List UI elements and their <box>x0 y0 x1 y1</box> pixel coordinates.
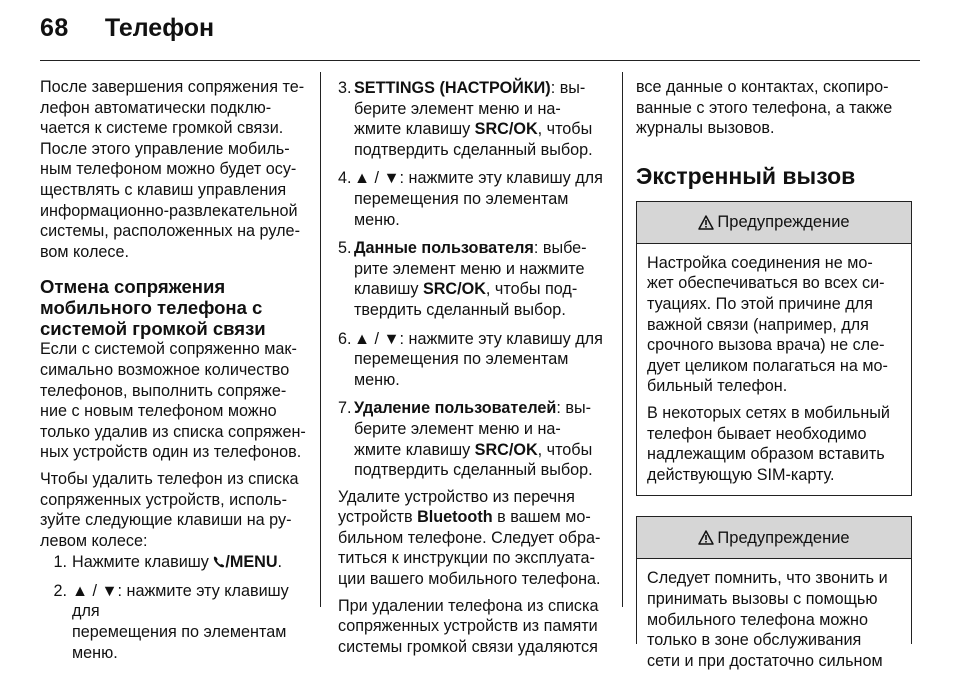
continued-paragraph: все данные о контактах, скопиро- ванные с этого телефона, а также журналы вызовов. <box>636 78 893 138</box>
warning-body <box>637 244 911 496</box>
key-label: SRC/OK <box>474 120 538 139</box>
section-heading-unpair: Отмена сопряжения мобильного телефона с системой громкой связи <box>40 276 266 340</box>
step-number: 2. <box>53 581 67 600</box>
page-title: Телефон <box>104 14 215 42</box>
warning-paragraph: В некоторых сетях в мобильный телефон бывает необходимо надлежащим образом вставить действующую SIM-карту. <box>647 403 890 484</box>
step-text-part: : выбе- рите элемент меню и нажмите клавишу <box>354 239 587 299</box>
list-item <box>338 398 608 480</box>
step-text-part: Нажмите клавишу <box>72 553 214 572</box>
step-text-part: , чтобы подтвердить сделанный выбор. <box>354 440 593 480</box>
unpair-paragraph-2: Чтобы удалить телефон из списка сопряженных устройств, исполь- зуйте следующие клавиши на ру- левом колесе: <box>40 469 299 550</box>
step-text-part: , чтобы подтвердить сделанный выбор. <box>354 120 593 159</box>
phone-hook-icon <box>213 555 225 568</box>
step-text <box>354 78 608 160</box>
step-text: ▲ / ▼: нажмите эту клавишу для перемещения по элементам меню. <box>354 329 603 389</box>
list-item <box>338 168 608 230</box>
key-label: SRC/OK <box>474 440 538 459</box>
steps-list-2 <box>338 78 608 481</box>
warning-box-2 <box>636 516 912 670</box>
warning-paragraph: Следует помнить, что звонить и принимать вызовы с помощью мобильного телефона можно только в зоне обслуживания сети и при достаточно сильном <box>647 569 888 670</box>
key-label: /MENU <box>225 553 278 572</box>
removal-note-paragraph: При удалении телефона из списка сопряженных устройств из памяти системы громкой связи удаляются <box>338 596 599 656</box>
step-number: 7. <box>338 399 352 418</box>
paragraph-part: Удалите устройство из перечня устройств <box>338 487 575 527</box>
key-label: SRC/OK <box>422 280 486 299</box>
warning-box-1 <box>636 201 912 497</box>
menu-item-label: SETTINGS (НАСТРОЙКИ) <box>354 79 551 97</box>
list-item <box>338 329 608 391</box>
step-text <box>354 398 608 480</box>
warning-triangle-icon <box>698 530 714 545</box>
warning-body <box>637 559 911 681</box>
warning-title: Предупреждение <box>717 212 850 231</box>
step-number: 3. <box>338 79 352 97</box>
step-number: 4. <box>338 169 352 188</box>
menu-item-label: Данные пользователя <box>354 239 534 258</box>
page-header <box>40 14 214 54</box>
menu-item-label: Удаление пользователей <box>354 399 557 418</box>
unpair-paragraph-1: Если с системой сопряженно мак- симально возможное количество телефонов, выполнить сопряже- ние с новым телефоном можно только удалив из списка сопряжен- ных устройств один из телефонов. <box>40 340 306 462</box>
steps-list-1 <box>50 552 308 663</box>
warning-title: Предупреждение <box>717 528 850 547</box>
column-3 <box>636 77 912 670</box>
remove-device-paragraph <box>338 487 608 590</box>
list-item <box>50 552 308 573</box>
column-2 <box>338 77 608 657</box>
list-item <box>338 238 608 320</box>
step-text-part: , чтобы под- твердить сделанный выбор. <box>354 280 578 319</box>
step-number: 1. <box>53 553 67 572</box>
step-text-part: : вы- берите элемент меню и на- жмите клавишу <box>354 79 586 139</box>
paragraph-part: в вашем мо- бильном телефоне. Следует обра- титься к инструкции по эксплуата- ции вашего мобильного телефона. <box>338 508 601 589</box>
step-text: ▲ / ▼: нажмите эту клавишу для перемещения по элементам меню. <box>72 581 289 662</box>
intro-paragraph: После завершения сопряжения те- лефон автоматически подклю- чается к системе громкой связи. После этого управление мобиль- ным телефоном можно будет осу- ществлять с клавиш управления информационно-развлекательной системы, расположенных на руле- вом колесе. <box>40 78 305 261</box>
bluetooth-label: Bluetooth <box>417 508 493 527</box>
step-number: 6. <box>338 329 352 348</box>
step-text-part: . <box>277 553 283 572</box>
warning-header <box>637 517 911 559</box>
page-number: 68 <box>40 14 69 42</box>
header-divider <box>40 60 920 61</box>
step-text-part: : вы- берите элемент меню и на- жмите клавишу <box>354 399 591 459</box>
warning-header <box>637 202 911 244</box>
list-item <box>338 78 608 160</box>
column-1 <box>40 77 308 663</box>
step-text <box>72 552 308 573</box>
column-divider-2 <box>622 72 623 607</box>
column-divider-1 <box>320 72 321 607</box>
list-item <box>50 581 308 663</box>
step-text <box>354 238 608 320</box>
section-heading-emergency: Экстренный вызов <box>636 162 856 189</box>
step-text: ▲ / ▼: нажмите эту клавишу для перемещения по элементам меню. <box>354 169 603 229</box>
warning-triangle-icon <box>698 215 714 230</box>
step-number: 5. <box>338 239 352 258</box>
warning-paragraph: Настройка соединения не мо- жет обеспечиваться во всех си- туациях. По этой причине для важной связи (например, для срочного вызова врача) не сле- дует целиком полагаться на мо- бильный телефон. <box>647 253 888 396</box>
